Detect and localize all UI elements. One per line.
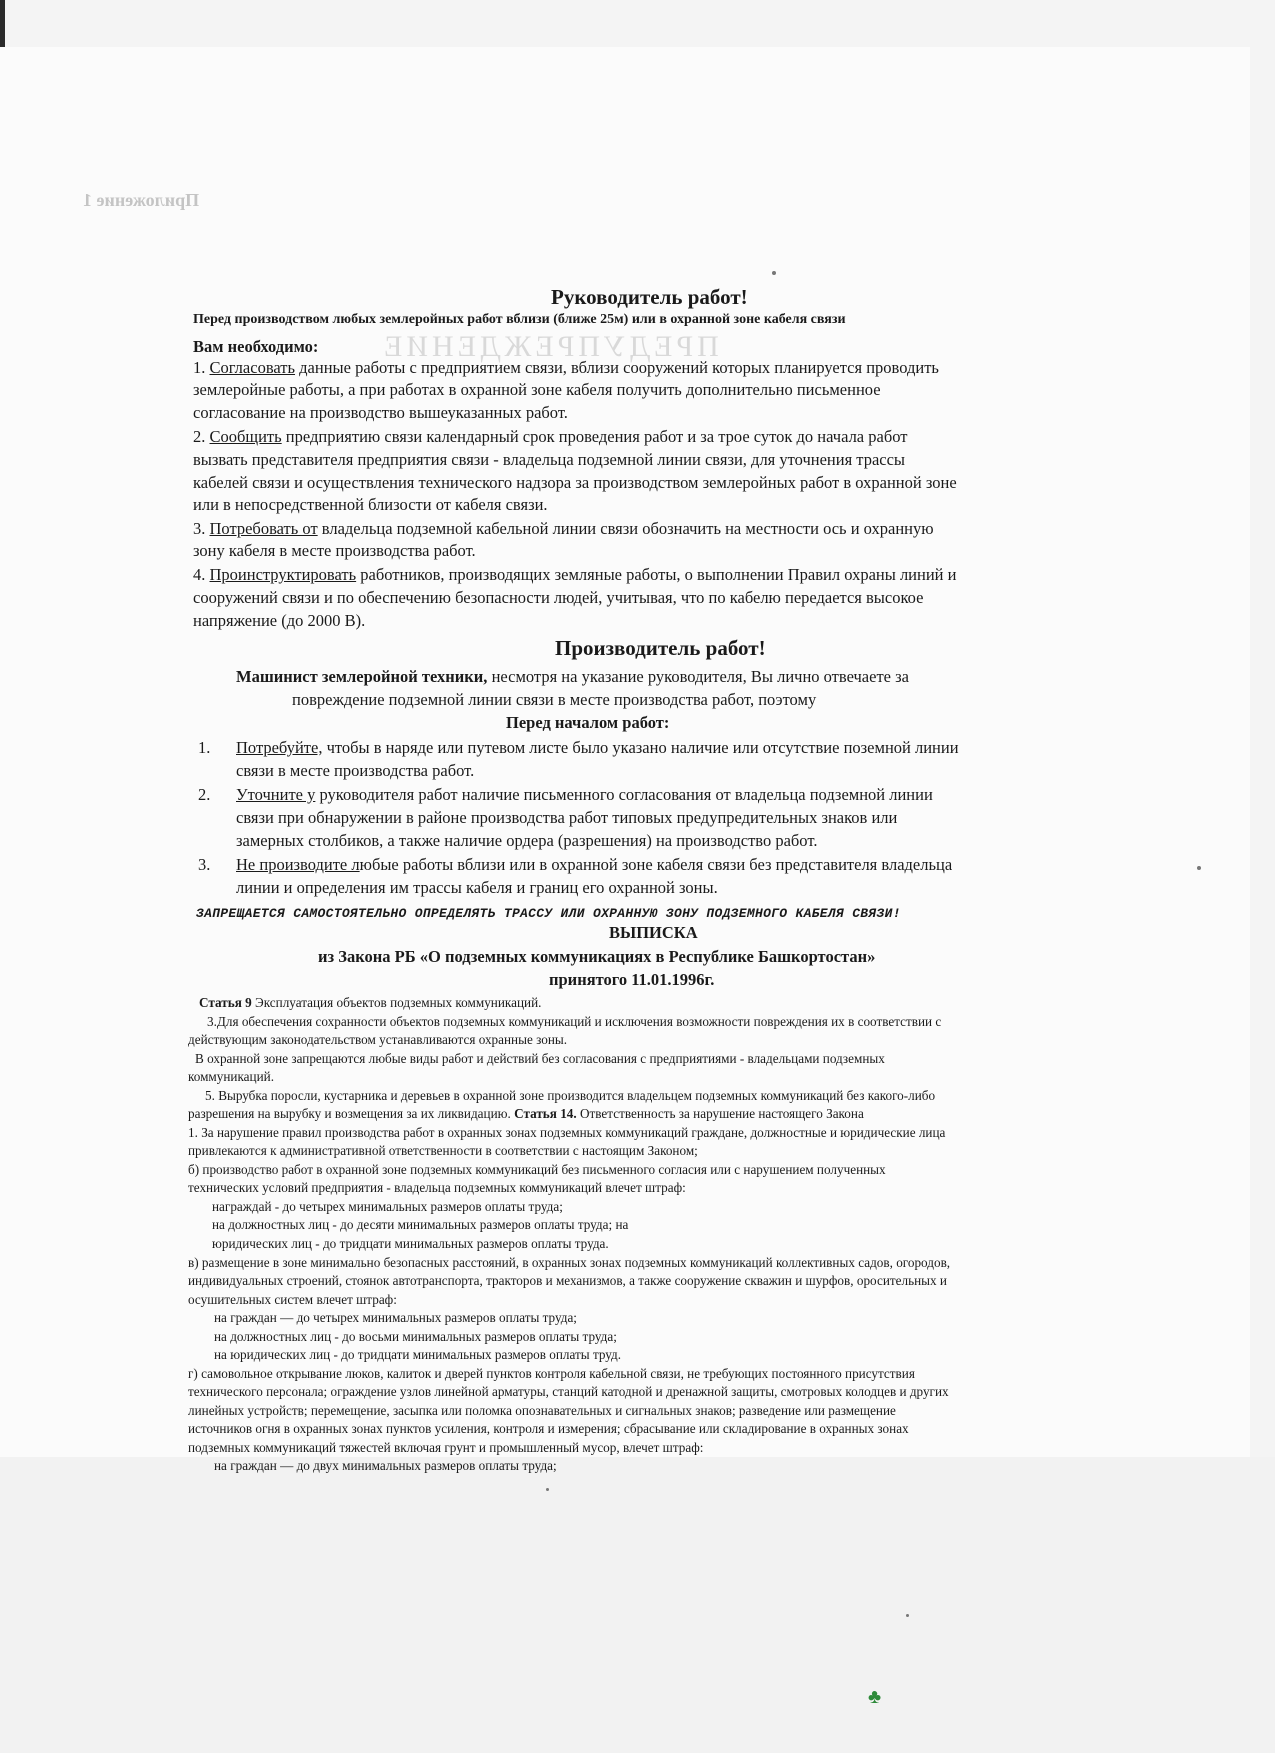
item-text: чтобы в наряде или путевом листе было указано наличие или отсутствие поземной линии [322,738,959,757]
producer-intro [236,669,909,686]
item-number: 3. [193,519,210,538]
article-label: Статья 14. [514,1106,577,1121]
extract-line: привлекаются к административной ответственности в соответствии с настоящим Законом; [188,1143,698,1158]
item-number: 1. [193,358,210,377]
fine-line: на граждан — до двух минимальных размеров оплаты труда; [214,1458,557,1473]
item-number: 2. [193,427,210,446]
leader-item-1-line: землеройные работы, а при работах в охранной зоне кабеля получить дополнительно письменное [193,380,881,399]
item-text: юбые работы вблизи или в охранной зоне кабеля связи без представителя владельца [359,855,953,874]
extract-line: подземных коммуникаций тяжестей включая грунт и промышленный мусор, влечет штраф: [188,1440,704,1455]
leader-item-2 [193,429,907,446]
item-action: Проинструктировать [209,565,357,584]
prohibition-warning: ЗАПРЕЩАЕТСЯ САМОСТОЯТЕЛЬНО ОПРЕДЕЛЯТЬ ТРАССУ ИЛИ ОХРАННУЮ ЗОНУ ПОДЗЕМНОГО КАБЕЛЯ СВЯЗИ! [196,906,901,921]
leader-item-4-line: сооружений связи и по обеспечению безопасности людей, учитывая, что по кабелю передается высокое [193,588,924,607]
producer-before: Перед началом работ: [506,713,670,732]
item-action: Сообщить [209,427,282,446]
article-9 [199,996,541,1009]
producer-item-number: 2. [198,785,211,804]
item-action: Уточните у [236,785,316,804]
extract-line: осушительных систем влечет штраф: [188,1292,397,1307]
bleed-through-appendix-label: Приложение 1 [83,190,200,210]
producer-item-1-line: связи в месте производства работ. [236,761,475,780]
item-text: руководителя работ наличие письменного согласования от владельца подземной линии [315,785,933,804]
extract-line: 5. Вырубка поросли, кустарника и деревьев в охранной зоне производится владельцем подземных коммуникаций без какого-либо [205,1088,936,1103]
fine-line: на должностных лиц - до десяти минимальных размеров оплаты труда; на [212,1217,629,1232]
item-text: данные работы с предприятием связи, вблизи сооружений которых планируется проводить [295,358,939,377]
bleed-through-heading: ПРЕДУПРЕЖДЕНИЕ [380,330,719,363]
scan-speck [906,1614,909,1617]
leader-item-2-line: или в непосредственной близости от кабеля связи. [193,495,548,514]
item-action: Не производите л [236,855,360,874]
article-title: Эксплуатация объектов подземных коммуникаций. [251,995,542,1010]
leader-subheading: Перед производством любых землеройных работ вблизи (ближе 25м) или в охранной зоне кабеля связи [193,312,846,327]
background-page [0,1457,1275,1753]
leader-item-3-line: зону кабеля в месте производства работ. [193,541,476,560]
extract-line: линейных устройств; перемещение, засыпка или поломка опознавательных и сигнальных знаков; разведение или размещение [188,1403,896,1418]
scan-speck [546,1488,549,1491]
article-title: Ответственность за нарушение настоящего Закона [576,1106,864,1121]
leader-item-4-line: напряжение (до 2000 В). [193,611,366,630]
producer-item-2-line: замерных столбиков, а также наличие ордера (разрешения) на производство работ. [236,831,818,850]
extract-line: коммуникаций. [188,1069,275,1084]
extract-line: в) размещение в зоне минимально безопасных расстояний, в охранных зонах подземных коммуникаций коллективных садов, огородов, [188,1255,951,1270]
fine-line: на граждан — до четырех минимальных размеров оплаты труда; [214,1310,577,1325]
extract-line: 3.Для обеспечения сохранности объектов подземных коммуникаций и исключения возможности повреждения их в соответствии с [207,1014,942,1029]
extract-law-title: из Закона РБ «О подземных коммуникациях в Республике Башкортостан» [318,947,876,966]
producer-item-2 [236,787,933,804]
article-label: Статья 9 [199,995,252,1010]
producer-item-2-line: связи при обнаружении в районе производства работ типовых предупредительных знаков или [236,808,898,827]
producer-item-number: 3. [198,855,211,874]
fine-line: на юридических лиц - до тридцати минимальных размеров оплаты труд. [214,1347,622,1362]
item-action: Потребуйте, [236,738,323,757]
leader-item-2-line: кабелей связи и осуществления технического надзора за производством землеройных работ в охранной зоне [193,473,957,492]
producer-item-1 [236,740,959,757]
item-action: Согласовать [209,358,296,377]
extract-line: индивидуальных строений, стоянок автотранспорта, тракторов и механизмов, а также сооружение скважин и шурфов, оросительных и [188,1273,947,1288]
producer-item-3-line: линии и определения им трассы кабеля и границ его охранной зоны. [236,878,718,897]
fine-line: юридических лиц - до тридцати минимальных размеров оплаты труда. [212,1236,609,1251]
leader-item-4 [193,567,956,584]
extract-line: действующим законодательством устанавливаются охранные зоны. [188,1032,568,1047]
extract-line: 1. За нарушение правил производства работ в охранных зонах подземных коммуникаций граждане, должностные и юридические лица [188,1125,946,1140]
extract-line-article-14 [188,1107,864,1120]
leader-item-2-line: вызвать представителя предприятия связи - владельца подземной линии связи, для уточнения трассы [193,450,906,469]
producer-heading: Производитель работ! [555,636,766,660]
extract-title: ВЫПИСКА [609,923,698,942]
extract-line: технического персонала; ограждение узлов линейной арматуры, станций катодной и дренажной защиты, смотровых колодцев и других [188,1384,949,1399]
item-action: Потребовать от [209,519,318,538]
leader-heading: Руководитель работ! [551,285,748,309]
leader-item-3 [193,521,934,538]
intro-text: несмотря на указание руководителя, Вы лично отвечаете за [487,667,909,686]
item-text: владельца подземной кабельной линии связи обозначить на местности ось и охранную [317,519,934,538]
item-number: 4. [193,565,210,584]
extract-line: г) самовольное открывание люков, калиток и дверей пунктов контроля кабельной связи, не требующих постоянного присутствия [188,1366,915,1381]
extract-line: В охранной зоне запрещаются любые виды работ и действий без согласования с предприятиями - владельцами подземных [195,1051,885,1066]
extract-text: разрешения на вырубку и возмещения за их ликвидацию. [188,1106,515,1121]
fine-line: награждай - до четырех минимальных размеров оплаты труда; [212,1199,563,1214]
item-text: предприятию связи календарный срок проведения работ и за трое суток до начала работ [281,427,908,446]
item-text: работников, производящих земляные работы, о выполнении Правил охраны линий и [356,565,957,584]
producer-item-number: 1. [198,738,211,757]
extract-law-date: принятого 11.01.1996г. [549,970,715,989]
extract-line: технических условий предприятия - владельца подземных коммуникаций влечет штраф: [188,1180,686,1195]
leader-item-1 [193,360,939,377]
extract-line: б) производство работ в охранной зоне подземных коммуникаций без письменного согласия или с нарушением полученных [188,1162,886,1177]
leader-need: Вам необходимо: [193,337,319,356]
producer-item-3 [236,857,952,874]
intro-bold: Машинист землеройной техники, [236,667,488,686]
extract-line: источников огня в охранных зонах пунктов усиления, контроля и измерения; сбрасывание или складирование в охранных зонах [188,1421,909,1436]
leader-item-1-line: согласование на производство вышеуказанных работ. [193,403,568,422]
fine-line: на должностных лиц - до восьми минимальных размеров оплаты труда; [214,1329,617,1344]
producer-intro-line: повреждение подземной линии связи в месте производства работ, поэтому [292,690,817,709]
ink-mark: ♣ [868,1686,882,1708]
